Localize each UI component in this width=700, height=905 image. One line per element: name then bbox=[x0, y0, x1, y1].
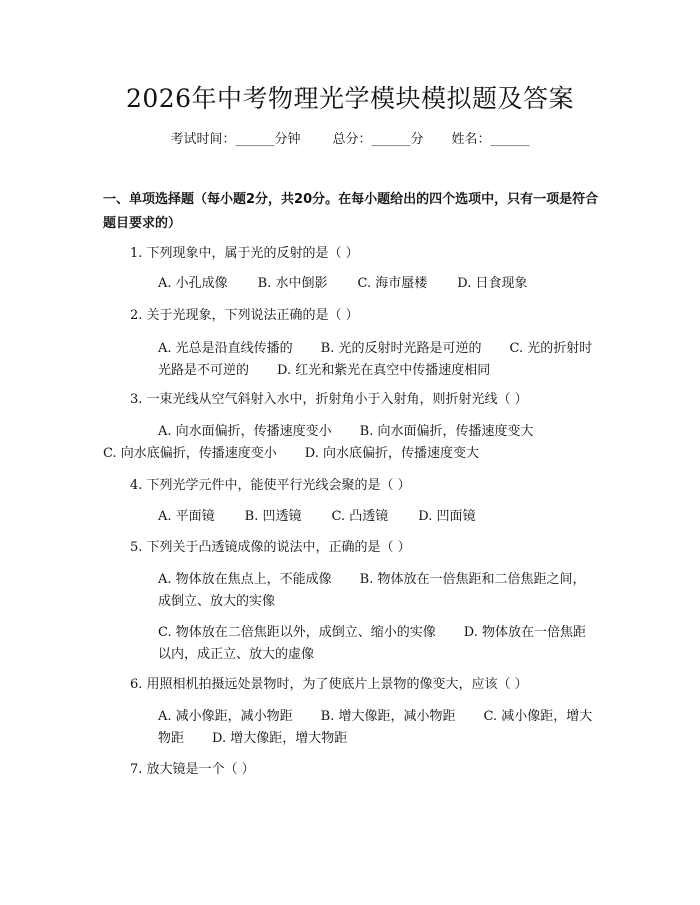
option-a: A. 物体放在焦点上，不能成像 bbox=[158, 572, 332, 587]
name-blank: ______ bbox=[490, 132, 530, 147]
option-b: B. 增大像距，减小物距 bbox=[320, 709, 456, 724]
score-label: 总分： bbox=[332, 132, 372, 147]
option-c: C. 光的折射时光路是不可逆的 bbox=[158, 341, 593, 378]
time-label: 考试时间： bbox=[170, 132, 236, 147]
option-b: B. 凹透镜 bbox=[244, 509, 302, 524]
question-options bbox=[103, 421, 593, 465]
option-a: A. 向水面偏折，传播速度变小 bbox=[158, 424, 332, 439]
time-unit: 分钟 bbox=[274, 132, 301, 147]
question-options bbox=[103, 706, 593, 750]
question-stem: 6. 用照相机拍摄远处景物时，为了使底片上景物的像变大，应该（ ） bbox=[130, 677, 528, 692]
question-stem: 7. 放大镜是一个（ ） bbox=[130, 762, 255, 777]
option-b: B. 水中倒影 bbox=[257, 276, 328, 291]
option-d: D. 物体放在一倍焦距以内，成正立、放大的虚像 bbox=[158, 625, 586, 662]
question-options bbox=[103, 506, 593, 528]
option-b: B. 向水面偏折，传播速度变大 bbox=[359, 424, 534, 439]
time-blank: ______ bbox=[235, 132, 275, 147]
option-c: C. 物体放在二倍焦距以外，成倒立、缩小的实像 bbox=[158, 625, 436, 640]
question-stem: 5. 下列关于凸透镜成像的说法中，正确的是（ ） bbox=[130, 540, 411, 555]
option-d: D. 红光和紫光在真空中传播速度相同 bbox=[277, 363, 491, 378]
score-blank: ______ bbox=[371, 132, 411, 147]
name-label: 姓名： bbox=[451, 132, 491, 147]
option-b: B. 物体放在一倍焦距和二倍焦距之间，成倒立、放大的实像 bbox=[158, 572, 586, 609]
option-d: D. 日食现象 bbox=[457, 276, 528, 291]
question-stem: 1. 下列现象中，属于光的反射的是（ ） bbox=[130, 246, 359, 261]
option-a: A. 光总是沿直线传播的 bbox=[158, 341, 293, 356]
option-c: C. 海市蜃楼 bbox=[357, 276, 428, 291]
option-b: B. 光的反射时光路是可逆的 bbox=[320, 341, 482, 356]
option-c: C. 向水底偏折，传播速度变小 bbox=[103, 446, 277, 461]
question-options bbox=[103, 338, 593, 382]
section-heading: 一、单项选择题（每小题2分，共20分。在每小题给出的四个选项中，只有一项是符合题目要求的） bbox=[103, 192, 599, 231]
option-c: C. 减小像距，增大物距 bbox=[158, 709, 593, 746]
question-options bbox=[103, 273, 593, 295]
option-a: A. 减小像距，减小物距 bbox=[158, 709, 293, 724]
question-options bbox=[103, 622, 593, 666]
question-stem: 2. 关于光现象，下列说法正确的是（ ） bbox=[130, 308, 359, 323]
score-unit: 分 bbox=[410, 132, 424, 147]
question-stem: 3. 一束光线从空气斜射入水中，折射角小于入射角，则折射光线（ ） bbox=[130, 392, 528, 407]
option-c: C. 凸透镜 bbox=[331, 509, 389, 524]
option-d: D. 凹面镜 bbox=[418, 509, 476, 524]
option-d: D. 增大像距，增大物距 bbox=[212, 731, 348, 746]
page-title: 2026年中考物理光学模块模拟题及答案 bbox=[125, 84, 575, 113]
option-d: D. 向水底偏折，传播速度变大 bbox=[304, 446, 479, 461]
option-a: A. 平面镜 bbox=[158, 509, 215, 524]
exam-info-line bbox=[0, 130, 700, 150]
option-a: A. 小孔成像 bbox=[158, 276, 228, 291]
question-options bbox=[103, 569, 593, 613]
question-stem: 4. 下列光学元件中，能使平行光线会聚的是（ ） bbox=[130, 478, 411, 493]
